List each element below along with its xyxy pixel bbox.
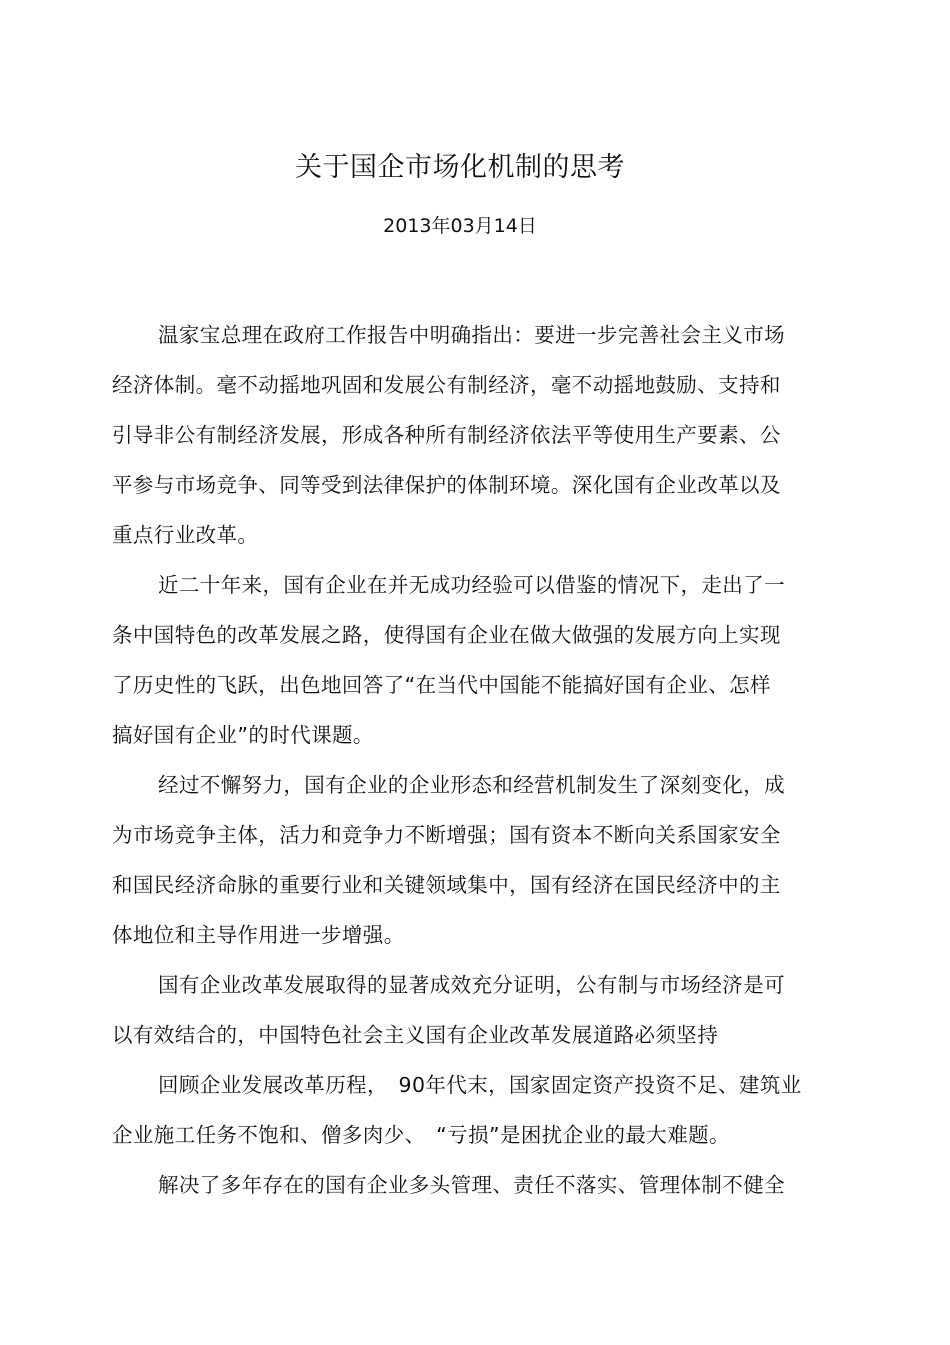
paragraph-line: 条中国特色的改革发展之路，使得国有企业在做大做强的发展方向上实现 [112, 623, 781, 647]
paragraph [112, 960, 812, 1060]
paragraph-line: 以有效结合的，中国特色社会主义国有企业改革发展道路必须坚持 [112, 1023, 719, 1047]
paragraph [112, 310, 812, 560]
document-body [112, 310, 812, 1210]
paragraph-line: 了历史性的飞跃，出色地回答了“在当代中国能不能搞好国有企业、怎样 [112, 673, 771, 697]
paragraph [112, 1060, 812, 1160]
paragraph-line: 温家宝总理在政府工作报告中明确指出：要进一步完善社会主义市场 [158, 323, 785, 347]
paragraph-line: 经济体制。毫不动摇地巩固和发展公有制经济，毫不动摇地鼓励、支持和 [112, 373, 781, 397]
paragraph-line: 国有企业改革发展取得的显著成效充分证明，公有制与市场经济是可 [158, 973, 785, 997]
paragraph-line: 回顾企业发展改革历程， 90年代末，国家固定资产投资不足、建筑业 [158, 1073, 802, 1097]
paragraph-line: 企业施工任务不饱和、僧多肉少、 “亏损”是困扰企业的最大难题。 [112, 1123, 730, 1147]
paragraph-line: 平参与市场竞争、同等受到法律保护的体制环境。深化国有企业改革以及 [112, 473, 781, 497]
paragraph-line: 重点行业改革。 [112, 523, 259, 547]
paragraph-line: 和国民经济命脉的重要行业和关键领域集中，国有经济在国民经济中的主 [112, 873, 781, 897]
paragraph [112, 560, 812, 760]
paragraph [112, 760, 812, 960]
paragraph-line: 为市场竞争主体，活力和竞争力不断增强；国有资本不断向关系国家安全 [112, 823, 781, 847]
paragraph-line: 引导非公有制经济发展，形成各种所有制经济依法平等使用生产要素、公 [112, 423, 781, 447]
document-title: 关于国企市场化机制的思考 [295, 152, 625, 183]
paragraph [112, 1160, 812, 1210]
paragraph-line: 搞好国有企业”的时代课题。 [112, 723, 374, 747]
paragraph-line: 经过不懈努力，国有企业的企业形态和经营机制发生了深刻变化，成 [158, 773, 785, 797]
document-date: 2013年03月14日 [383, 215, 537, 237]
paragraph-line: 解决了多年存在的国有企业多头管理、责任不落实、管理体制不健全 [158, 1173, 785, 1197]
paragraph-line: 近二十年来，国有企业在并无成功经验可以借鉴的情况下，走出了一 [158, 573, 785, 597]
paragraph-line: 体地位和主导作用进一步增强。 [112, 923, 405, 947]
